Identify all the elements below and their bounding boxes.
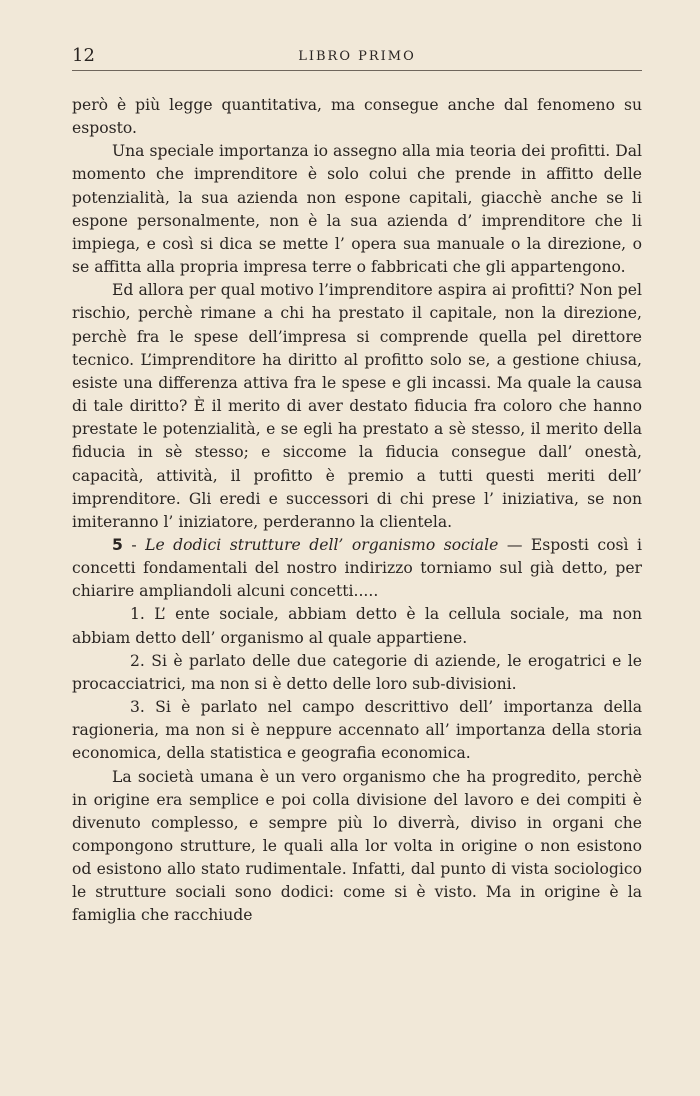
paragraph: però è più legge quantitativa, ma consegue anche dal fenomeno su esposto. bbox=[72, 96, 642, 138]
numbered-item: 2. Si è parlato delle due categorie di aziende, le erogatrici e le procacciatrici, ma non si è detto delle loro sub-divisioni. bbox=[72, 651, 642, 693]
running-head: LIBRO PRIMO bbox=[298, 49, 416, 64]
paragraph: Ed allora per qual motivo l’imprenditore aspira ai profitti? Non pel rischio, perchè rimane a chi ha prestato il capitale, non la direzione, perchè fra le spese dell’impresa si comprende quella pel direttore tecnico. L’imprenditore ha diritto al profitto solo se, a gestione chiusa, esiste una differenza attiva fra le spese e gli incassi. Ma quale la causa di tale diritto? È il merito di aver destato fiducia fra coloro che hanno prestate le potenzialità, e se egli ha prestato a sè stesso, il merito della fiducia in sè stesso; e siccome la fiducia consegue dall’ onestà, capacità, attività, il profitto è premio a tutti questi meriti dell’ imprenditore. Gli eredi e successori di chi prese l’ iniziativa, se non imiteranno l’ iniziatore, perderanno la clientela. bbox=[72, 281, 642, 531]
body-text bbox=[72, 94, 642, 928]
section-paragraph bbox=[72, 534, 642, 603]
section-number: 5 bbox=[112, 535, 123, 554]
page-number: 12 bbox=[72, 45, 95, 66]
paragraph: Una speciale importanza io assegno alla mia teoria dei profitti. Dal momento che imprenditore è solo colui che prende in affitto delle potenzialità, la sua azienda non espone capitali, giacchè anche se li espone personalmente, non è la sua azienda d’ imprenditore che li impiega, e così si dica se mette l’ opera sua manuale o la direzione, o se affitta alla propria impresa terre o fabbricati che gli appartengono. bbox=[72, 142, 642, 277]
section-text: — Esposti così i concetti fondamentali del nostro indirizzo torniamo sul già detto, per chiarire ampliandoli alcuni concetti..... bbox=[72, 535, 642, 601]
section-separator: - bbox=[122, 535, 146, 554]
section-title: Le dodici strutture dell’ organismo sociale bbox=[145, 535, 499, 554]
paragraph: La società umana è un vero organismo che ha progredito, perchè in origine era semplice e poi colla divisione del lavoro e dei compiti è divenuto complesso, e sempre più lo diverrà, diviso in organi che compongono strutture, le quali alla lor volta in origine o non esistono od esistono allo stato rudimentale. Infatti, dal punto di vista sociologico le strutture sociali sono dodici: come si è visto. Ma in origine è la famiglia che racchiude bbox=[72, 767, 642, 925]
numbered-item: 1. L’ ente sociale, abbiam detto è la cellula sociale, ma non abbiam detto dell’ organismo al quale appartiene. bbox=[72, 605, 642, 647]
numbered-item: 3. Si è parlato nel campo descrittivo dell’ importanza della ragioneria, ma non si è neppure accennato all’ importanza della storia economica, della statistica e geografia economica. bbox=[72, 698, 642, 763]
page-header bbox=[72, 44, 642, 71]
